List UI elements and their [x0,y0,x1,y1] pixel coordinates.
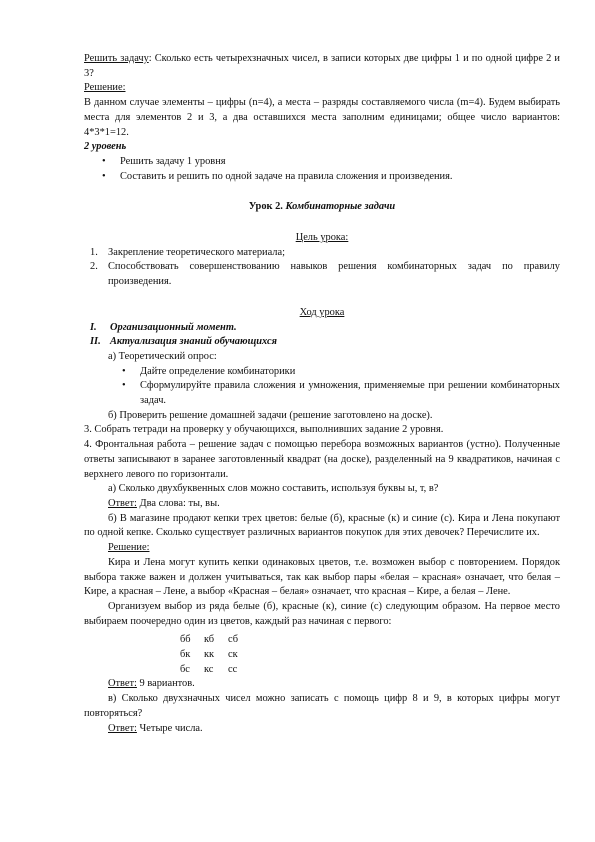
step4: 4. Фронтальная работа – решение задач с помощью перебора возможных вариантов (устно). Полученные ответы записывают в заранее заготовленный квадрат (на доске), разделенный на 9 квадратиков, начиная с верхнего левого по горизонтали. [84,439,560,480]
task-paragraph [84,52,560,81]
solution1-text: В данном случае элементы – цифры (n=4), а места – разряды составляемого числа (m=4). Будем выбирать места для элементов 2 и 3, а два оставшихся места заполним единицами; общее число вариантов: 4*3*1=12. [84,97,560,138]
step3: 3. Собрать тетради на проверку у обучающихся, выполнивших задание 2 уровня. [84,424,444,436]
level2-item: • Решить задачу 1 уровня [84,155,560,170]
lesson-name: Комбинаторные задачи [285,201,396,213]
goal-list [84,246,560,290]
question-b: б) В магазине продают кепки трех цветов: белые (б), красные (к) и синие (с). Кира и Лена покупают по одной кепке. Сколько существует различных вариантов покупок для этих девочек? Перечислите их. [84,512,560,539]
answer-b: Ответ: 9 вариантов. [108,678,195,690]
answer-a: Ответ: Два слова: ты, вы. [108,497,220,509]
combination-grid [84,633,560,677]
level2-list [84,155,560,184]
grid-row: бс кс сс [180,663,238,675]
question-c: в) Сколько двухзначных чисел можно записать с помощь цифр 8 и 9, в которых цифры могут повторяться? [84,693,560,719]
goal-item: 2. Способствовать совершенствованию навыков решения комбинаторных задач по правилу произведения. [90,261,560,288]
homework-check: б) Проверить решение домашней задачи (решение заготовлено на доске). [108,409,433,421]
theory-label: а) Теоретический опрос: [108,350,217,362]
theory-question: • Сформулируйте правила сложения и умножения, применяемые при решении комбинаторных задач. [122,380,560,407]
solution-b-para2: Организуем выбор из ряда белые (б), красные (к), синие (с) следующим образом. На первое место выбираем поочередно один из цветов, каждый раз начиная с первого: [84,600,560,627]
solution-b-label: Решение: [108,542,150,554]
theory-question: • Дайте определение комбинаторики [122,365,296,377]
lesson-title [84,200,560,215]
question-a: а) Сколько двухбуквенных слов можно составить, используя буквы ы, т, в? [108,483,439,495]
course-section: I. Организационный момент. [90,321,237,333]
goal-item: 1. Закрепление теоретического материала; [90,246,285,258]
course-heading: Ход урока [299,306,345,318]
solution-b-para1: Кира и Лена могут купить кепки одинаковых цветов, т.е. возможен выбор с повторением. Порядок выбора также важен и должен учитываться, так как выбор пары «белая – красная» означает, что белая – Кире, а красная – Лене, а выбор «Красная – белая» означает, что красная – Кире, а белая – Лене. [84,556,560,598]
level2-item: • Составить и решить по одной задаче на правила сложения и произведения. [84,170,560,185]
level2-title: 2 уровень [84,141,127,153]
solution1-label: Решение: [84,82,126,94]
document-page [84,52,560,736]
grid-row: бк кк ск [180,649,238,661]
course-section: II. Актуализация знаний обучающихся [90,336,277,348]
task-text: : Сколько есть четырехзначных чисел, в записи которых две цифры 1 и по одной цифре 2 и 3? [84,53,560,79]
course-sections [84,321,560,350]
grid-row: бб кб сб [180,634,239,646]
task-label: Решить задачу [84,53,149,64]
answer-c: Ответ: Четыре числа. [108,722,203,734]
goal-heading: Цель урока: [295,232,349,244]
lesson-prefix: Урок 2. [248,201,286,213]
